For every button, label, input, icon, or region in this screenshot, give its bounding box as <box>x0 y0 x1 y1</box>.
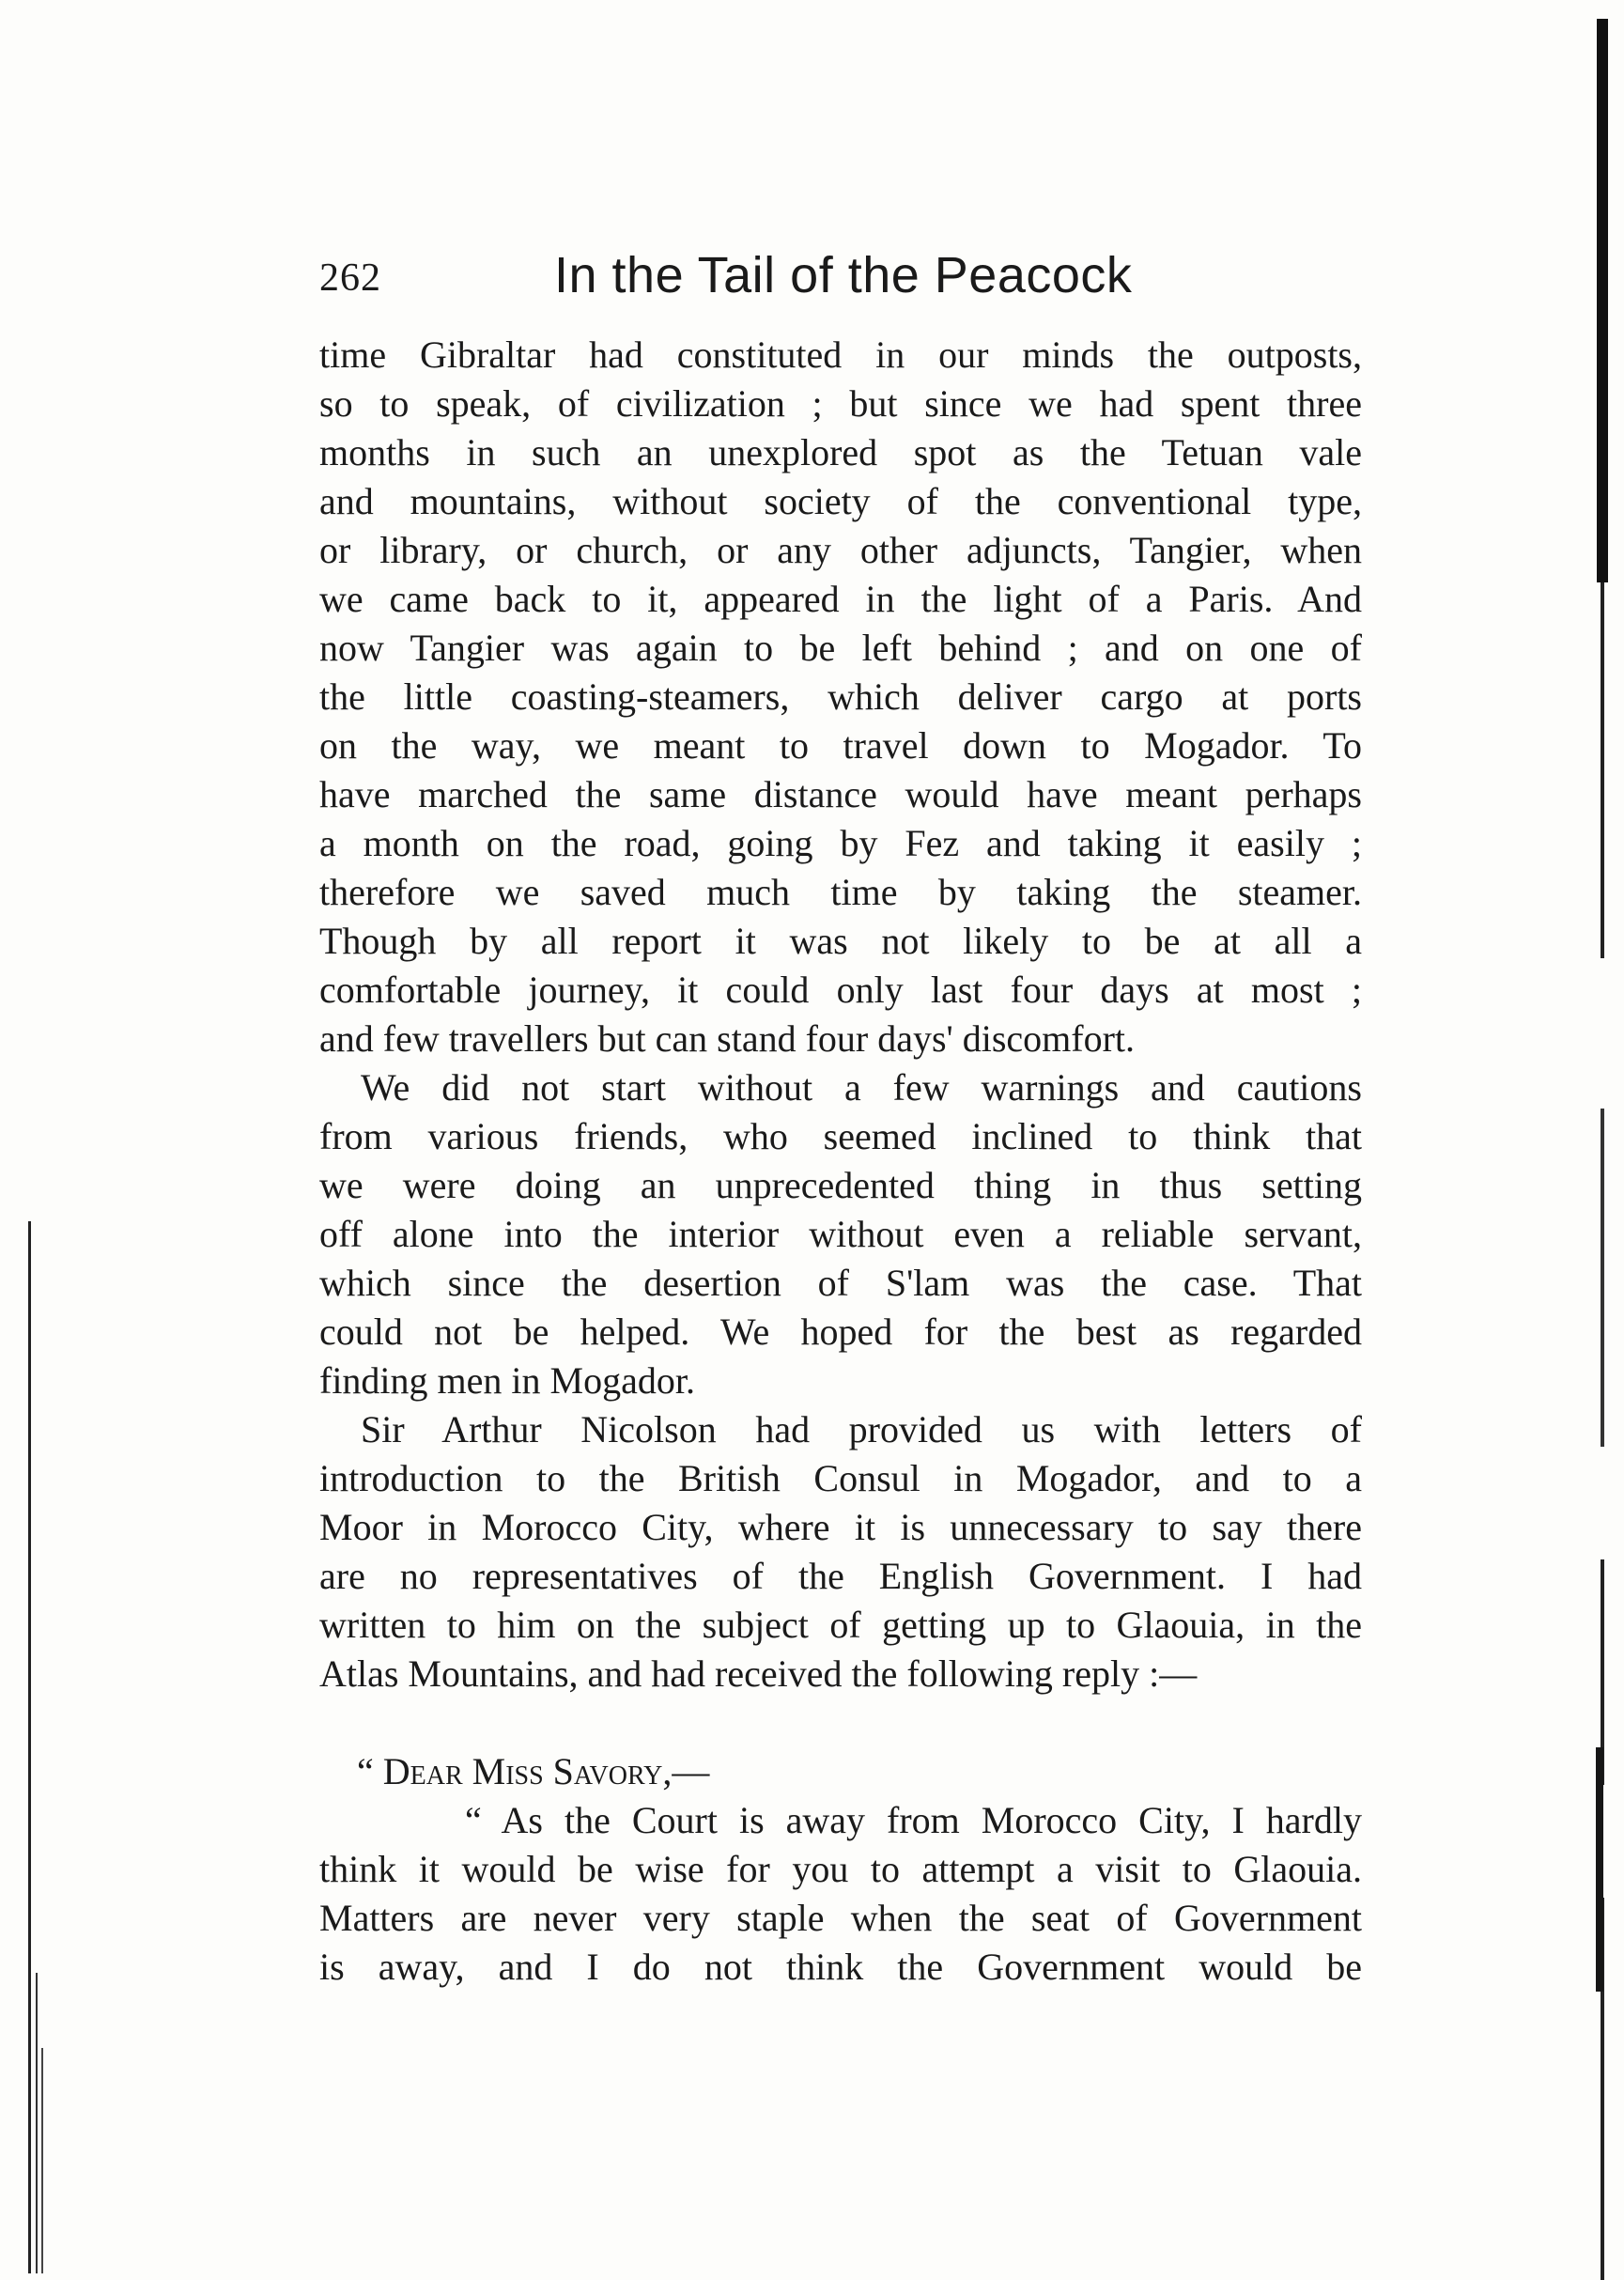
text-line: which since the desertion of S'lam was the case. That <box>319 1262 1362 1304</box>
scan-edge-left <box>28 1221 31 2273</box>
text-line: finding men in Mogador. <box>319 1359 695 1402</box>
text-line: Sir Arthur Nicolson had provided us with letters of <box>361 1408 1362 1450</box>
text-line: therefore we saved much time by taking the steamer. <box>319 871 1362 913</box>
running-head <box>319 246 1371 308</box>
scan-edge-right <box>1597 19 1608 582</box>
text-line: a month on the road, going by Fez and taking it easily ; <box>319 822 1362 864</box>
body-text <box>319 331 1362 1992</box>
letter-line: “ As the Court is away from Morocco City, I hardly <box>465 1799 1362 1841</box>
text-line: on the way, we meant to travel down to Mogador. To <box>319 724 1362 767</box>
scan-edge-left-inner <box>36 1973 38 2273</box>
letter-line: is away, and I do not think the Government would be <box>319 1946 1362 1988</box>
text-line: Moor in Morocco City, where it is unnecessary to say there <box>319 1506 1362 1548</box>
text-line: we came back to it, appeared in the light of a Paris. And <box>319 578 1362 620</box>
text-line: the little coasting-steamers, which deliver cargo at ports <box>319 675 1362 718</box>
letter-line: Matters are never very staple when the seat of Government <box>319 1897 1362 1939</box>
text-line: or library, or church, or any other adjuncts, Tangier, when <box>319 529 1362 571</box>
text-line: have marched the same distance would have meant perhaps <box>319 773 1362 815</box>
text-line: months in such an unexplored spot as the Tetuan vale <box>319 431 1362 473</box>
text-line: written to him on the subject of getting up to Glaouia, in the <box>319 1604 1362 1646</box>
letter-gap <box>319 1698 1362 1747</box>
scan-edge-right-thin <box>1601 582 1604 2280</box>
text-line: comfortable journey, it could only last four days at most ; <box>319 969 1362 1011</box>
text-line: now Tangier was again to be left behind ; and on one of <box>319 627 1362 669</box>
text-line: we were doing an unprecedented thing in thus setting <box>319 1164 1362 1206</box>
text-line: are no representatives of the English Government. I had <box>319 1555 1362 1597</box>
page-number: 262 <box>319 256 381 300</box>
text-line: could not be helped. We hoped for the best as regarded <box>319 1311 1362 1353</box>
scan-edge-right-lower <box>1596 1747 1603 1992</box>
text-line: and few travellers but can stand four days' discomfort. <box>319 1017 1136 1060</box>
text-line: off alone into the interior without even a reliable servant, <box>319 1213 1362 1255</box>
running-title: In the Tail of the Peacock <box>554 247 1133 303</box>
text-line: We did not start without a few warnings and cautions <box>361 1066 1362 1109</box>
text-line: introduction to the British Consul in Mogador, and to a <box>319 1457 1362 1499</box>
letter-salutation: “ Dear Miss Savory,— <box>357 1750 710 1792</box>
text-line: so to speak, of civilization ; but since we had spent three <box>319 382 1362 425</box>
text-line: Atlas Mountains, and had received the following reply :— <box>319 1652 1198 1695</box>
text-line: and mountains, without society of the conventional type, <box>319 480 1362 522</box>
scan-edge-left-innermost <box>41 2048 43 2273</box>
letter-line: think it would be wise for you to attempt a visit to Glaouia. <box>319 1848 1362 1890</box>
text-line: time Gibraltar had constituted in our minds the outposts, <box>319 333 1362 376</box>
text-line: from various friends, who seemed inclined to think that <box>319 1115 1362 1157</box>
text-line: Though by all report it was not likely to be at all a <box>319 920 1362 962</box>
